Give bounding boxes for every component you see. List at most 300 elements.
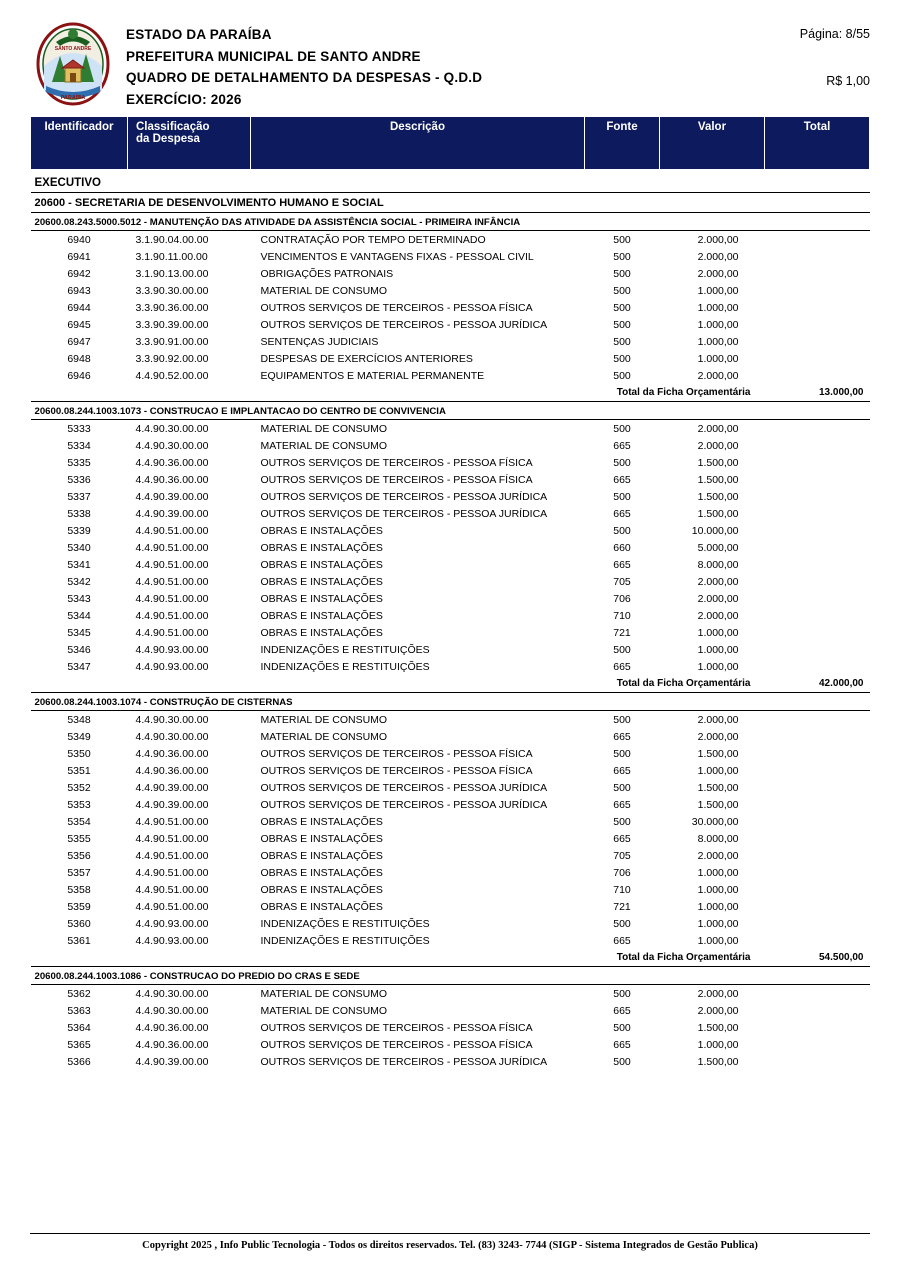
cell-valor: 2.000,00 [697,575,739,588]
table-row [31,624,870,641]
table-row [31,505,870,522]
cell-total [765,299,870,316]
cell-total [765,505,870,522]
cell-classificacao: 4.4.90.51.00.00 [135,592,209,605]
cell-descricao: OUTROS SERVIÇOS DE TERCEIROS - PESSOA JURÍDICA [260,798,548,811]
table-row [31,796,870,813]
ficha-total-label: Total da Ficha Orçamentária [31,384,765,402]
cell-fonte: 665 [613,473,631,486]
cell-fonte: 721 [613,900,631,913]
cell-descricao: VENCIMENTOS E VANTAGENS FIXAS - PESSOAL CIVIL [260,250,534,263]
cell-descricao: OBRAS E INSTALAÇÕES [260,883,383,896]
cell-fonte: 665 [613,832,631,845]
cell-descricao: OUTROS SERVIÇOS DE TERCEIROS - PESSOA FÍSICA [260,764,533,777]
header-line-prefeitura: PREFEITURA MUNICIPAL DE SANTO ANDRE [126,48,421,64]
page-footer: Copyright 2025 , Info Public Tecnologia - Todos os direitos reservados. Tel. (83) 3243- 7744 (SIGP - Sistema Integrados de Gestão Publica) [30,1233,870,1251]
cell-fonte: 500 [613,233,631,246]
cell-fonte: 665 [613,558,631,571]
svg-text:PARAÍBA: PARAÍBA [60,95,86,101]
cell-identificador: 5356 [67,849,91,862]
cell-descricao: SENTENÇAS JUDICIAIS [260,335,379,348]
cell-descricao: OBRAS E INSTALAÇÕES [260,849,383,862]
cell-identificador: 6941 [67,250,91,263]
table-row [31,471,870,488]
table-row [31,248,870,265]
table-row [31,522,870,539]
table-header [31,117,870,170]
cell-identificador: 5361 [67,934,91,947]
cell-total [765,898,870,915]
cell-total [765,641,870,658]
table-row [31,932,870,949]
cell-descricao: OUTROS SERVIÇOS DE TERCEIROS - PESSOA FÍSICA [260,301,533,314]
cell-descricao: MATERIAL DE CONSUMO [260,284,388,297]
table-row [31,881,870,898]
table-row [31,556,870,573]
cell-descricao: MATERIAL DE CONSUMO [260,713,388,726]
cell-descricao: OUTROS SERVIÇOS DE TERCEIROS - PESSOA FÍSICA [260,473,533,486]
cell-classificacao: 3.3.90.92.00.00 [135,352,209,365]
cell-fonte: 500 [613,747,631,760]
cell-classificacao: 4.4.90.36.00.00 [135,764,209,777]
cell-descricao: OBRAS E INSTALAÇÕES [260,866,383,879]
cell-fonte: 706 [613,592,631,605]
cell-descricao: INDENIZAÇÕES E RESTITUIÇÕES [260,934,430,947]
cell-fonte: 500 [613,318,631,331]
cell-descricao: OUTROS SERVIÇOS DE TERCEIROS - PESSOA FÍSICA [260,747,533,760]
cell-descricao: OBRAS E INSTALAÇÕES [260,626,383,639]
table-row [31,728,870,745]
cell-total [765,985,870,1003]
cell-descricao: OUTROS SERVIÇOS DE TERCEIROS - PESSOA JURÍDICA [260,318,548,331]
cell-classificacao: 4.4.90.51.00.00 [135,900,209,913]
cell-fonte: 500 [613,987,631,1000]
acao-label: 20600.08.244.1003.1074 - CONSTRUÇÃO DE CISTERNAS [31,693,870,711]
cell-fonte: 500 [613,352,631,365]
cell-identificador: 5365 [67,1038,91,1051]
table-row [31,488,870,505]
cell-classificacao: 3.3.90.30.00.00 [135,284,209,297]
cell-fonte: 500 [613,524,631,537]
cell-descricao: INDENIZAÇÕES E RESTITUIÇÕES [260,643,430,656]
cell-descricao: OUTROS SERVIÇOS DE TERCEIROS - PESSOA FÍSICA [260,1038,533,1051]
cell-fonte: 665 [613,439,631,452]
cell-descricao: MATERIAL DE CONSUMO [260,987,388,1000]
header-title-block [110,18,720,110]
cell-classificacao: 3.1.90.11.00.00 [135,250,208,263]
cell-classificacao: 4.4.90.51.00.00 [135,866,209,879]
table-row [31,1053,870,1070]
cell-valor: 8.000,00 [697,832,739,845]
cell-classificacao: 4.4.90.30.00.00 [135,713,209,726]
cell-classificacao: 4.4.90.51.00.00 [135,609,209,622]
cell-identificador: 5333 [67,422,91,435]
cell-valor: 1.000,00 [697,917,739,930]
cell-valor: 1.500,00 [697,781,739,794]
table-row [31,985,870,1003]
cell-descricao: OUTROS SERVIÇOS DE TERCEIROS - PESSOA JURÍDICA [260,1055,548,1068]
table-row [31,830,870,847]
cell-fonte: 500 [613,301,631,314]
cell-descricao: MATERIAL DE CONSUMO [260,730,388,743]
column-header-classificacao-main: Classificação [136,121,210,133]
table-row [31,367,870,384]
cell-identificador: 6942 [67,267,91,280]
cell-identificador: 5343 [67,592,91,605]
cell-identificador: 5342 [67,575,91,588]
cell-total [765,779,870,796]
cell-valor: 1.000,00 [697,934,739,947]
cell-total [765,420,870,438]
column-header-classificacao-sub: da Despesa [136,133,200,145]
table-row [31,847,870,864]
cell-total [765,488,870,505]
table-row [31,590,870,607]
table-row [31,265,870,282]
cell-classificacao: 4.4.90.36.00.00 [135,747,209,760]
cell-total [765,437,870,454]
cell-valor: 2.000,00 [697,730,739,743]
cell-fonte: 500 [613,335,631,348]
cell-valor: 1.000,00 [697,883,739,896]
cell-fonte: 500 [613,643,631,656]
cell-identificador: 5348 [67,713,91,726]
cell-fonte: 500 [613,815,631,828]
cell-fonte: 665 [613,1004,631,1017]
cell-descricao: INDENIZAÇÕES E RESTITUIÇÕES [260,917,430,930]
cell-valor: 1.500,00 [697,473,739,486]
ficha-total-row [31,949,870,967]
cell-total [765,728,870,745]
cell-fonte: 710 [613,609,631,622]
cell-classificacao: 4.4.90.39.00.00 [135,490,209,503]
table-header-row [31,117,870,170]
cell-identificador: 6946 [67,369,91,382]
cell-total [765,881,870,898]
cell-valor: 1.000,00 [697,660,739,673]
cell-total [765,847,870,864]
cell-total [765,932,870,949]
cell-total [765,711,870,729]
orgao-label: EXECUTIVO [31,170,870,193]
cell-descricao: OUTROS SERVIÇOS DE TERCEIROS - PESSOA JURÍDICA [260,490,548,503]
cell-total [765,454,870,471]
cell-valor: 2.000,00 [697,267,739,280]
ficha-total-value: 42.000,00 [765,675,870,693]
cell-classificacao: 4.4.90.36.00.00 [135,473,209,486]
cell-identificador: 5366 [67,1055,91,1068]
section-row-acao [31,402,870,420]
cell-fonte: 500 [613,1055,631,1068]
cell-descricao: OUTROS SERVIÇOS DE TERCEIROS - PESSOA FÍSICA [260,456,533,469]
section-row-unidade [31,193,870,213]
cell-identificador: 5359 [67,900,91,913]
cell-classificacao: 4.4.90.30.00.00 [135,987,209,1000]
table-row [31,573,870,590]
cell-total [765,316,870,333]
cell-valor: 2.000,00 [697,987,739,1000]
cell-classificacao: 3.3.90.39.00.00 [135,318,209,331]
cell-descricao: CONTRATAÇÃO POR TEMPO DETERMINADO [260,233,486,246]
unidade-label: 20600 - SECRETARIA DE DESENVOLVIMENTO HUMANO E SOCIAL [31,193,870,213]
cell-descricao: OBRAS E INSTALAÇÕES [260,609,383,622]
cell-total [765,248,870,265]
cell-fonte: 500 [613,422,631,435]
cell-fonte: 500 [613,781,631,794]
cell-valor: 2.000,00 [697,250,739,263]
cell-total [765,796,870,813]
cell-identificador: 5337 [67,490,91,503]
table-row [31,915,870,932]
cell-valor: 1.500,00 [697,507,739,520]
cell-valor: 1.500,00 [697,456,739,469]
cell-total [765,282,870,299]
page-number: Página: 8/55 [799,27,870,41]
cell-total [765,573,870,590]
cell-total [765,333,870,350]
cell-total [765,1002,870,1019]
cell-classificacao: 4.4.90.36.00.00 [135,1021,209,1034]
cell-identificador: 5353 [67,798,91,811]
cell-identificador: 5341 [67,558,91,571]
cell-fonte: 665 [613,507,631,520]
cell-valor: 2.000,00 [697,1004,739,1017]
cell-total [765,556,870,573]
table-row [31,1036,870,1053]
column-header-valor: Valor [660,117,765,170]
table-row [31,539,870,556]
cell-classificacao: 4.4.90.36.00.00 [135,1038,209,1051]
cell-classificacao: 4.4.90.51.00.00 [135,541,209,554]
table-row [31,454,870,471]
cell-classificacao: 4.4.90.93.00.00 [135,934,209,947]
cell-valor: 2.000,00 [697,369,739,382]
cell-classificacao: 3.1.90.04.00.00 [135,233,209,246]
cell-valor: 1.000,00 [697,643,739,656]
cell-classificacao: 4.4.90.93.00.00 [135,917,209,930]
cell-valor: 1.500,00 [697,747,739,760]
cell-classificacao: 4.4.90.51.00.00 [135,832,209,845]
cell-total [765,624,870,641]
table-row [31,437,870,454]
cell-descricao: OUTROS SERVIÇOS DE TERCEIROS - PESSOA FÍSICA [260,1021,533,1034]
table-row [31,1002,870,1019]
cell-identificador: 5349 [67,730,91,743]
cell-valor: 1.500,00 [697,798,739,811]
column-header-identificador: Identificador [31,117,128,170]
cell-identificador: 5354 [67,815,91,828]
cell-valor: 2.000,00 [697,439,739,452]
cell-valor: 2.000,00 [697,233,739,246]
section-row-acao [31,967,870,985]
section-row-acao [31,693,870,711]
cell-total [765,1053,870,1070]
ficha-total-label: Total da Ficha Orçamentária [31,949,765,967]
header-line-exercicio: EXERCÍCIO: 2026 [126,91,242,107]
column-header-classificacao [128,117,251,170]
cell-total [765,745,870,762]
table-row [31,658,870,675]
cell-valor: 1.000,00 [697,764,739,777]
acao-label: 20600.08.244.1003.1086 - CONSTRUCAO DO PREDIO DO CRAS E SEDE [31,967,870,985]
header-meta-block [720,18,870,88]
cell-classificacao: 4.4.90.39.00.00 [135,781,209,794]
header-line-documento: QUADRO DE DETALHAMENTO DA DESPESAS - Q.D.D [126,70,483,85]
cell-identificador: 5357 [67,866,91,879]
cell-valor: 1.000,00 [697,352,739,365]
cell-fonte: 665 [613,934,631,947]
cell-classificacao: 4.4.90.93.00.00 [135,643,209,656]
cell-total [765,1019,870,1036]
cell-descricao: MATERIAL DE CONSUMO [260,422,388,435]
cell-fonte: 500 [613,490,631,503]
cell-fonte: 706 [613,866,631,879]
cell-valor: 1.000,00 [697,301,739,314]
column-header-total: Total [765,117,870,170]
cell-total [765,915,870,932]
table-row [31,864,870,881]
cell-identificador: 5350 [67,747,91,760]
cell-total [765,864,870,881]
table-row [31,350,870,367]
cell-identificador: 6944 [67,301,91,314]
cell-total [765,231,870,249]
cell-fonte: 665 [613,660,631,673]
cell-classificacao: 4.4.90.93.00.00 [135,660,209,673]
cell-identificador: 5345 [67,626,91,639]
cell-identificador: 5336 [67,473,91,486]
table-row [31,1019,870,1036]
cell-fonte: 500 [613,369,631,382]
cell-identificador: 5362 [67,987,91,1000]
ficha-total-row [31,384,870,402]
cell-total [765,590,870,607]
cell-valor: 1.000,00 [697,626,739,639]
cell-fonte: 660 [613,541,631,554]
cell-identificador: 5335 [67,456,91,469]
cell-fonte: 500 [613,917,631,930]
table-row [31,898,870,915]
cell-valor: 1.500,00 [697,1055,739,1068]
cell-fonte: 500 [613,456,631,469]
table-row [31,711,870,729]
cell-classificacao: 3.1.90.13.00.00 [135,267,209,280]
ficha-total-value: 54.500,00 [765,949,870,967]
table-row [31,316,870,333]
cell-fonte: 500 [613,284,631,297]
cell-fonte: 705 [613,849,631,862]
cell-fonte: 500 [613,250,631,263]
cell-descricao: OUTROS SERVIÇOS DE TERCEIROS - PESSOA JURÍDICA [260,507,548,520]
cell-identificador: 6945 [67,318,91,331]
cell-classificacao: 4.4.90.51.00.00 [135,626,209,639]
cell-valor: 1.000,00 [697,335,739,348]
cell-identificador: 5344 [67,609,91,622]
cell-total [765,367,870,384]
cell-fonte: 665 [613,764,631,777]
cell-fonte: 500 [613,1021,631,1034]
cell-classificacao: 4.4.90.39.00.00 [135,507,209,520]
cell-descricao: OBRAS E INSTALAÇÕES [260,592,383,605]
cell-identificador: 6943 [67,284,91,297]
document-header [30,18,870,116]
table-row [31,762,870,779]
header-line-estado: ESTADO DA PARAÍBA [126,27,272,42]
ficha-total-value: 13.000,00 [765,384,870,402]
cell-descricao: EQUIPAMENTOS E MATERIAL PERMANENTE [260,369,485,382]
cell-valor: 1.000,00 [697,900,739,913]
cell-valor: 1.000,00 [697,1038,739,1051]
cell-valor: 2.000,00 [697,713,739,726]
currency-unit: R$ 1,00 [826,74,870,88]
cell-classificacao: 3.3.90.36.00.00 [135,301,209,314]
cell-valor: 1.500,00 [697,1021,739,1034]
cell-descricao: OBRAS E INSTALAÇÕES [260,575,383,588]
table-row [31,607,870,624]
cell-valor: 1.500,00 [697,490,739,503]
cell-fonte: 721 [613,626,631,639]
qdd-table [30,116,870,1070]
cell-fonte: 665 [613,730,631,743]
cell-classificacao: 4.4.90.51.00.00 [135,883,209,896]
cell-descricao: MATERIAL DE CONSUMO [260,439,388,452]
cell-total [765,1036,870,1053]
cell-descricao: DESPESAS DE EXERCÍCIOS ANTERIORES [260,352,473,365]
table-row [31,641,870,658]
cell-identificador: 5364 [67,1021,91,1034]
cell-descricao: OBRAS E INSTALAÇÕES [260,541,383,554]
cell-classificacao: 4.4.90.51.00.00 [135,558,209,571]
cell-total [765,658,870,675]
cell-classificacao: 4.4.90.30.00.00 [135,439,209,452]
svg-text:SANTO ANDRE: SANTO ANDRE [54,46,92,52]
cell-identificador: 5360 [67,917,91,930]
section-row-acao [31,213,870,231]
cell-valor: 2.000,00 [697,422,739,435]
cell-fonte: 665 [613,1038,631,1051]
cell-descricao: OBRAS E INSTALAÇÕES [260,524,383,537]
table-row [31,231,870,249]
cell-identificador: 6947 [67,335,91,348]
cell-descricao: OUTROS SERVIÇOS DE TERCEIROS - PESSOA JURÍDICA [260,781,548,794]
cell-identificador: 5352 [67,781,91,794]
cell-identificador: 5351 [67,764,91,777]
cell-total [765,830,870,847]
table-row [31,299,870,316]
cell-fonte: 500 [613,267,631,280]
ficha-total-label: Total da Ficha Orçamentária [31,675,765,693]
table-row [31,333,870,350]
cell-classificacao: 4.4.90.30.00.00 [135,422,209,435]
cell-identificador: 5338 [67,507,91,520]
cell-identificador: 5363 [67,1004,91,1017]
cell-identificador: 5340 [67,541,91,554]
ficha-total-row [31,675,870,693]
cell-classificacao: 4.4.90.39.00.00 [135,798,209,811]
cell-total [765,813,870,830]
cell-fonte: 710 [613,883,631,896]
table-row [31,813,870,830]
cell-identificador: 5358 [67,883,91,896]
cell-descricao: OBRAS E INSTALAÇÕES [260,558,383,571]
acao-label: 20600.08.244.1003.1073 - CONSTRUCAO E IMPLANTACAO DO CENTRO DE CONVIVENCIA [31,402,870,420]
cell-valor: 2.000,00 [697,849,739,862]
cell-classificacao: 4.4.90.36.00.00 [135,456,209,469]
cell-total [765,539,870,556]
table-row [31,779,870,796]
table-row [31,745,870,762]
cell-classificacao: 4.4.90.51.00.00 [135,524,209,537]
